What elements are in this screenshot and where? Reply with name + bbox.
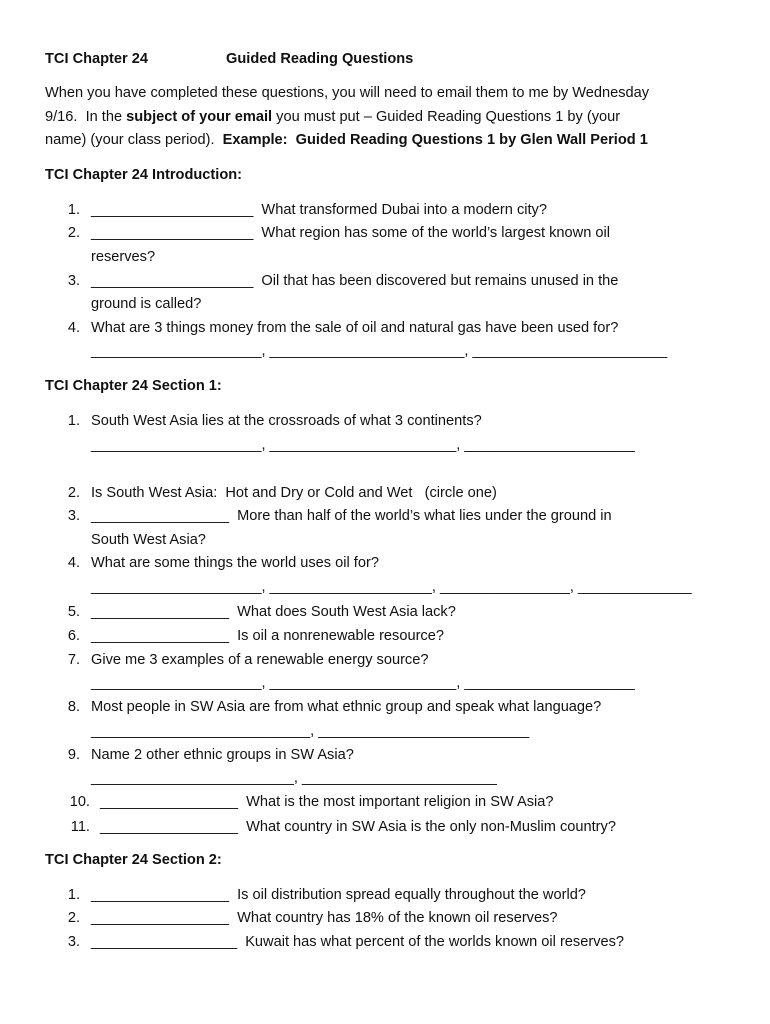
question-line: _________________ Is oil distribution spread equally throughout the world? [91, 887, 586, 903]
section-heading-introduction: TCI Chapter 24 Introduction: [45, 167, 243, 183]
question-line: reserves? [91, 249, 156, 265]
question-line: ____________________ What transformed Dubai into a modern city? [91, 202, 547, 218]
question-number: 5. [67, 604, 80, 620]
intro-text: 9/16. In the [45, 109, 127, 125]
question-number: 1. [67, 413, 80, 429]
question-line: ____________________ What region has some of the world’s largest known oil [91, 225, 610, 241]
question-number: 4. [67, 320, 80, 336]
question-line: South West Asia lies at the crossroads of what 3 continents? [91, 413, 482, 429]
chapter-label: TCI Chapter 24 [45, 51, 148, 67]
intro-text: name) (your class period). [45, 132, 223, 148]
question-number: 11. [70, 819, 90, 835]
question-line: _________________ More than half of the world’s what lies under the ground in [91, 508, 612, 524]
section-heading-section-1: TCI Chapter 24 Section 1: [45, 378, 222, 394]
question-number: 4. [67, 555, 80, 571]
question-line: Give me 3 examples of a renewable energy source? [91, 652, 429, 668]
question-number: 1. [67, 202, 80, 218]
question-number: 9. [67, 747, 80, 763]
intro-line-1: When you have completed these questions, you will need to email them to me by Wednesday [45, 85, 650, 101]
section-heading-section-2: TCI Chapter 24 Section 2: [45, 852, 222, 868]
answer-blanks[interactable]: _____________________, ____________________, ________________, ______________ [91, 579, 692, 595]
question-line: Most people in SW Asia are from what ethnic group and speak what language? [91, 699, 602, 715]
question-line: __________________ Kuwait has what percent of the worlds known oil reserves? [91, 934, 625, 950]
intro-text: you must put – Guided Reading Questions 1 by (your [272, 109, 621, 125]
answer-blanks[interactable]: _________________________, ________________________ [91, 770, 497, 786]
question-number: 2. [67, 910, 80, 926]
answer-blanks[interactable]: _____________________, _______________________, _____________________ [91, 437, 635, 453]
page-title: Guided Reading Questions [226, 51, 414, 67]
question-number: 1. [67, 887, 80, 903]
answer-blanks[interactable]: ___________________________, __________________________ [91, 723, 530, 739]
question-line: Is South West Asia: Hot and Dry or Cold and Wet (circle one) [91, 485, 497, 501]
example-text: Example: Guided Reading Questions 1 by Glen Wall Period 1 [222, 132, 648, 148]
question-number: 2. [67, 225, 80, 241]
question-line: Name 2 other ethnic groups in SW Asia? [91, 747, 354, 763]
question-line: _________________ What is the most important religion in SW Asia? [100, 794, 554, 810]
question-number: 3. [67, 273, 80, 289]
question-number: 10. [69, 794, 90, 810]
question-number: 6. [67, 628, 80, 644]
intro-line-3 [45, 131, 648, 149]
question-line: _________________ What does South West Asia lack? [91, 604, 456, 620]
question-line: What are 3 things money from the sale of oil and natural gas have been used for? [91, 320, 619, 336]
question-number: 2. [67, 485, 80, 501]
question-number: 3. [67, 934, 80, 950]
intro-line-2 [45, 108, 620, 126]
question-number: 8. [67, 699, 80, 715]
intro-emphasis: subject of your email [126, 109, 273, 125]
question-line: _________________ Is oil a nonrenewable resource? [91, 628, 444, 644]
question-line: What are some things the world uses oil for? [91, 555, 379, 571]
answer-blanks[interactable]: _____________________, ________________________, ________________________ [91, 343, 668, 359]
question-number: 3. [67, 508, 80, 524]
answer-blanks[interactable]: _____________________, _______________________, _____________________ [91, 675, 635, 691]
question-line: _________________ What country in SW Asia is the only non-Muslim country? [100, 819, 616, 835]
question-line: South West Asia? [91, 532, 206, 548]
question-number: 7. [67, 652, 80, 668]
question-line: ____________________ Oil that has been discovered but remains unused in the [91, 273, 619, 289]
question-line: ground is called? [91, 296, 202, 312]
question-line: _________________ What country has 18% of the known oil reserves? [91, 910, 558, 926]
